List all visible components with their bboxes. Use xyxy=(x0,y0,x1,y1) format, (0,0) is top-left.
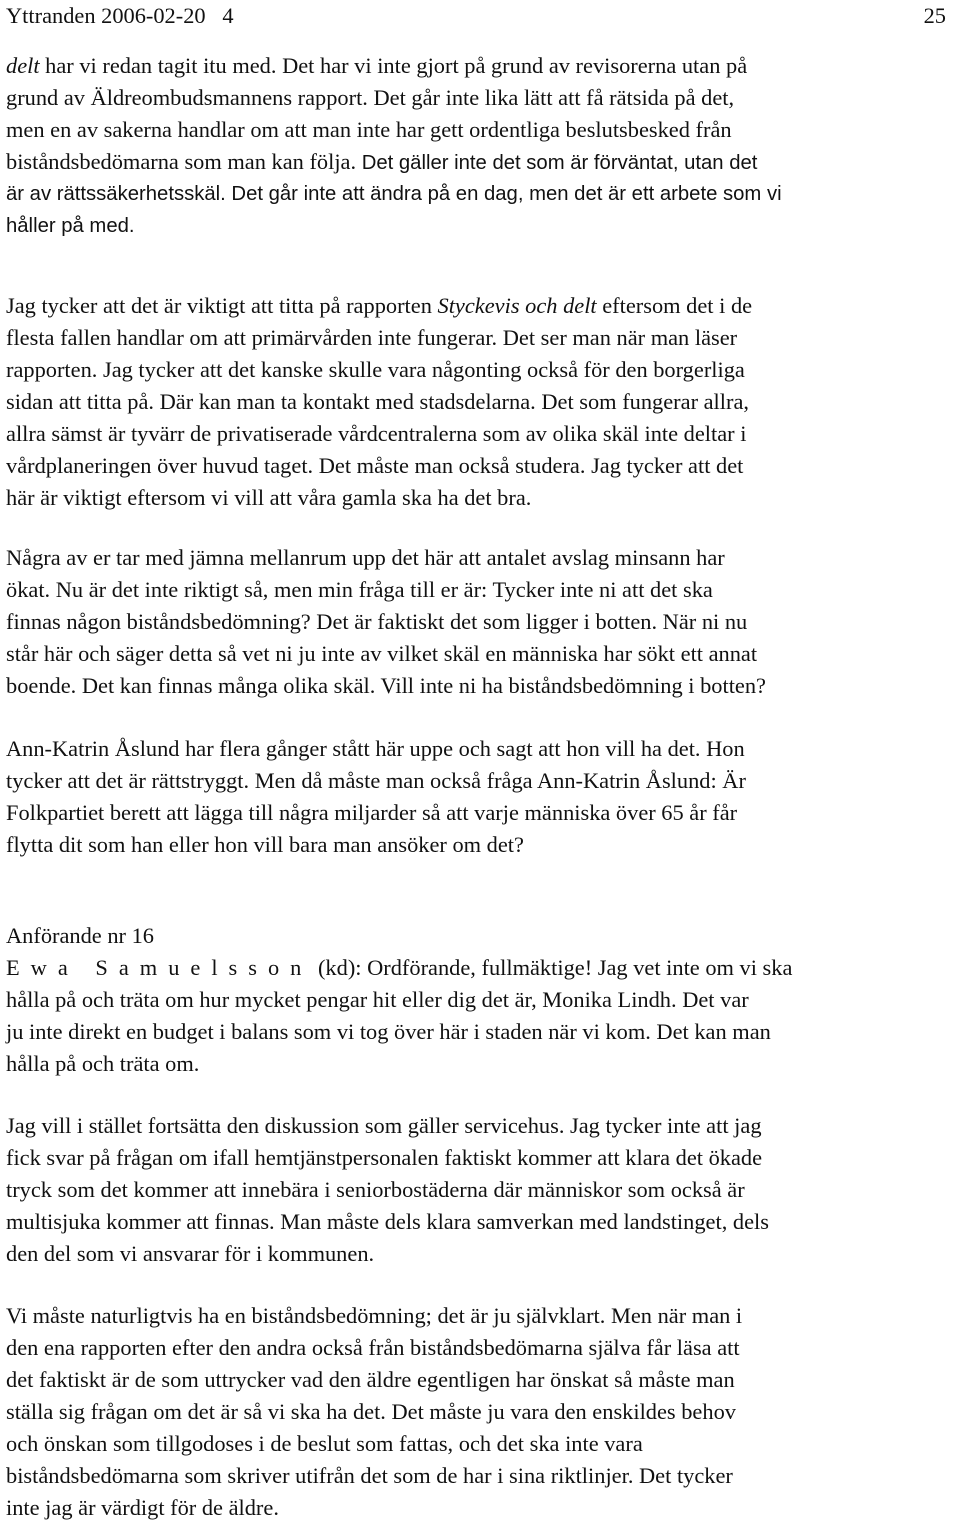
text-line: står här och säger detta så vet ni ju inte av vilket skäl en människa har sökt ett annat xyxy=(6,641,758,666)
text-line: den del som vi ansvarar för i kommunen. xyxy=(6,1241,375,1266)
text-line: Vi måste naturligtvis ha en biståndsbedömning; det är ju självklart. Men när man i xyxy=(6,1303,743,1328)
paragraph xyxy=(6,1300,958,1524)
text-line: håller på med. xyxy=(6,215,135,237)
text-line: men en av sakerna handlar om att man inte har gett ordentliga beslutsbesked från xyxy=(6,117,732,142)
text-line xyxy=(6,290,958,322)
paragraph xyxy=(6,542,958,702)
text-line: hålla på och träta om. xyxy=(6,1051,200,1076)
text-line: är av rättssäkerhetsskäl. Det går inte att ändra på en dag, men det är ett arbete som vi xyxy=(6,183,782,205)
speech-section xyxy=(6,920,958,1080)
speech-heading: Anförande nr 16 xyxy=(6,923,154,948)
text-line: ökat. Nu är det inte riktigt så, men min fråga till er är: Tycker inte ni att det ska xyxy=(6,577,713,602)
text-line: Folkpartiet berett att lägga till några miljarder så att varje människa över 65 år får xyxy=(6,800,738,825)
text-line: det faktiskt är de som uttrycker vad den äldre egentligen har önskat så måste man xyxy=(6,1367,735,1392)
text-line: multisjuka kommer att finnas. Man måste dels klara samverkan med landstinget, dels xyxy=(6,1209,769,1234)
text-line: boende. Det kan finnas många olika skäl. Vill inte ni ha biståndsbedömning i botten? xyxy=(6,673,766,698)
text-line xyxy=(6,146,958,178)
text-line: sidan att titta på. Där kan man ta kontakt med stadsdelarna. Det som fungerar allra, xyxy=(6,389,749,414)
text-span: Det gäller inte det som är förväntat, utan det xyxy=(361,152,758,174)
page-header xyxy=(6,0,946,32)
text-line: här är viktigt eftersom vi vill att våra gamla ska ha det bra. xyxy=(6,485,532,510)
emphasis-text: delt xyxy=(6,53,40,78)
text-line: och önskan som tillgodoses i de beslut som fattas, och det ska inte vara xyxy=(6,1431,643,1456)
text-span: biståndsbedömarna som man kan följa. xyxy=(6,149,362,174)
speaker-name: Ewa Samuelsson xyxy=(6,955,313,980)
text-line: Jag vill i stället fortsätta den diskussion som gäller servicehus. Jag tycker inte att jag xyxy=(6,1113,762,1138)
text-line xyxy=(6,952,958,984)
text-line: Ann-Katrin Åslund har flera gånger stått här uppe och sagt att hon vill ha det. Hon xyxy=(6,736,745,761)
text-span: (kd): Ordförande, fullmäktige! Jag vet inte om vi ska xyxy=(312,955,793,980)
text-line: hålla på och träta om hur mycket pengar hit eller dig det är, Monika Lindh. Det var xyxy=(6,987,749,1012)
page-number: 25 xyxy=(923,3,946,28)
text-line: flesta fallen handlar om att primärvården inte fungerar. Det ser man när man läser xyxy=(6,325,738,350)
emphasis-text: Styckevis och delt xyxy=(437,293,597,318)
text-line xyxy=(6,50,958,82)
text-line: tryck som det kommer att innebära i seniorbostäderna där människor som också är xyxy=(6,1177,745,1202)
text-line: ställa sig frågan om det är så vi ska ha det. Det måste ju vara den enskildes behov xyxy=(6,1399,736,1424)
text-line: vårdplaneringen över huvud taget. Det måste man också studera. Jag tycker att det xyxy=(6,453,744,478)
text-line: tycker att det är rättstryggt. Men då måste man också fråga Ann-Katrin Åslund: Är xyxy=(6,768,746,793)
paragraph xyxy=(6,50,958,242)
text-line: fick svar på frågan om ifall hemtjänstpersonalen faktiskt kommer att klara det ökade xyxy=(6,1145,763,1170)
header-title: Yttranden 2006-02-20 4 xyxy=(6,3,234,28)
paragraph xyxy=(6,1110,958,1270)
text-line: ju inte direkt en budget i balans som vi tog över här i staden när vi kom. Det kan man xyxy=(6,1019,771,1044)
text-line: grund av Äldreombudsmannens rapport. Det går inte lika lätt att få rätsida på det, xyxy=(6,85,735,110)
text-line: den ena rapporten efter den andra också från biståndsbedömarna själva får läsa att xyxy=(6,1335,740,1360)
text-line: biståndsbedömarna som skriver utifrån det som de har i sina riktlinjer. Det tycker xyxy=(6,1463,733,1488)
text-span: Jag tycker att det är viktigt att titta på rapporten xyxy=(6,293,438,318)
text-span: har vi redan tagit itu med. Det har vi inte gjort på grund av revisorerna utan på xyxy=(39,53,748,78)
text-line: rapporten. Jag tycker att det kanske skulle vara någonting också för den borgerliga xyxy=(6,357,745,382)
paragraph xyxy=(6,290,958,514)
text-span: eftersom det i de xyxy=(596,293,753,318)
text-line: inte jag är värdigt för de äldre. xyxy=(6,1495,279,1520)
text-line: finnas någon biståndsbedömning? Det är faktiskt det som ligger i botten. När ni nu xyxy=(6,609,748,634)
text-line: allra sämst är tyvärr de privatiserade vårdcentralerna som av olika skäl inte deltar i xyxy=(6,421,747,446)
text-line: Några av er tar med jämna mellanrum upp det här att antalet avslag minsann har xyxy=(6,545,725,570)
text-line: flytta dit som han eller hon vill bara man ansöker om det? xyxy=(6,832,524,857)
paragraph xyxy=(6,733,958,861)
